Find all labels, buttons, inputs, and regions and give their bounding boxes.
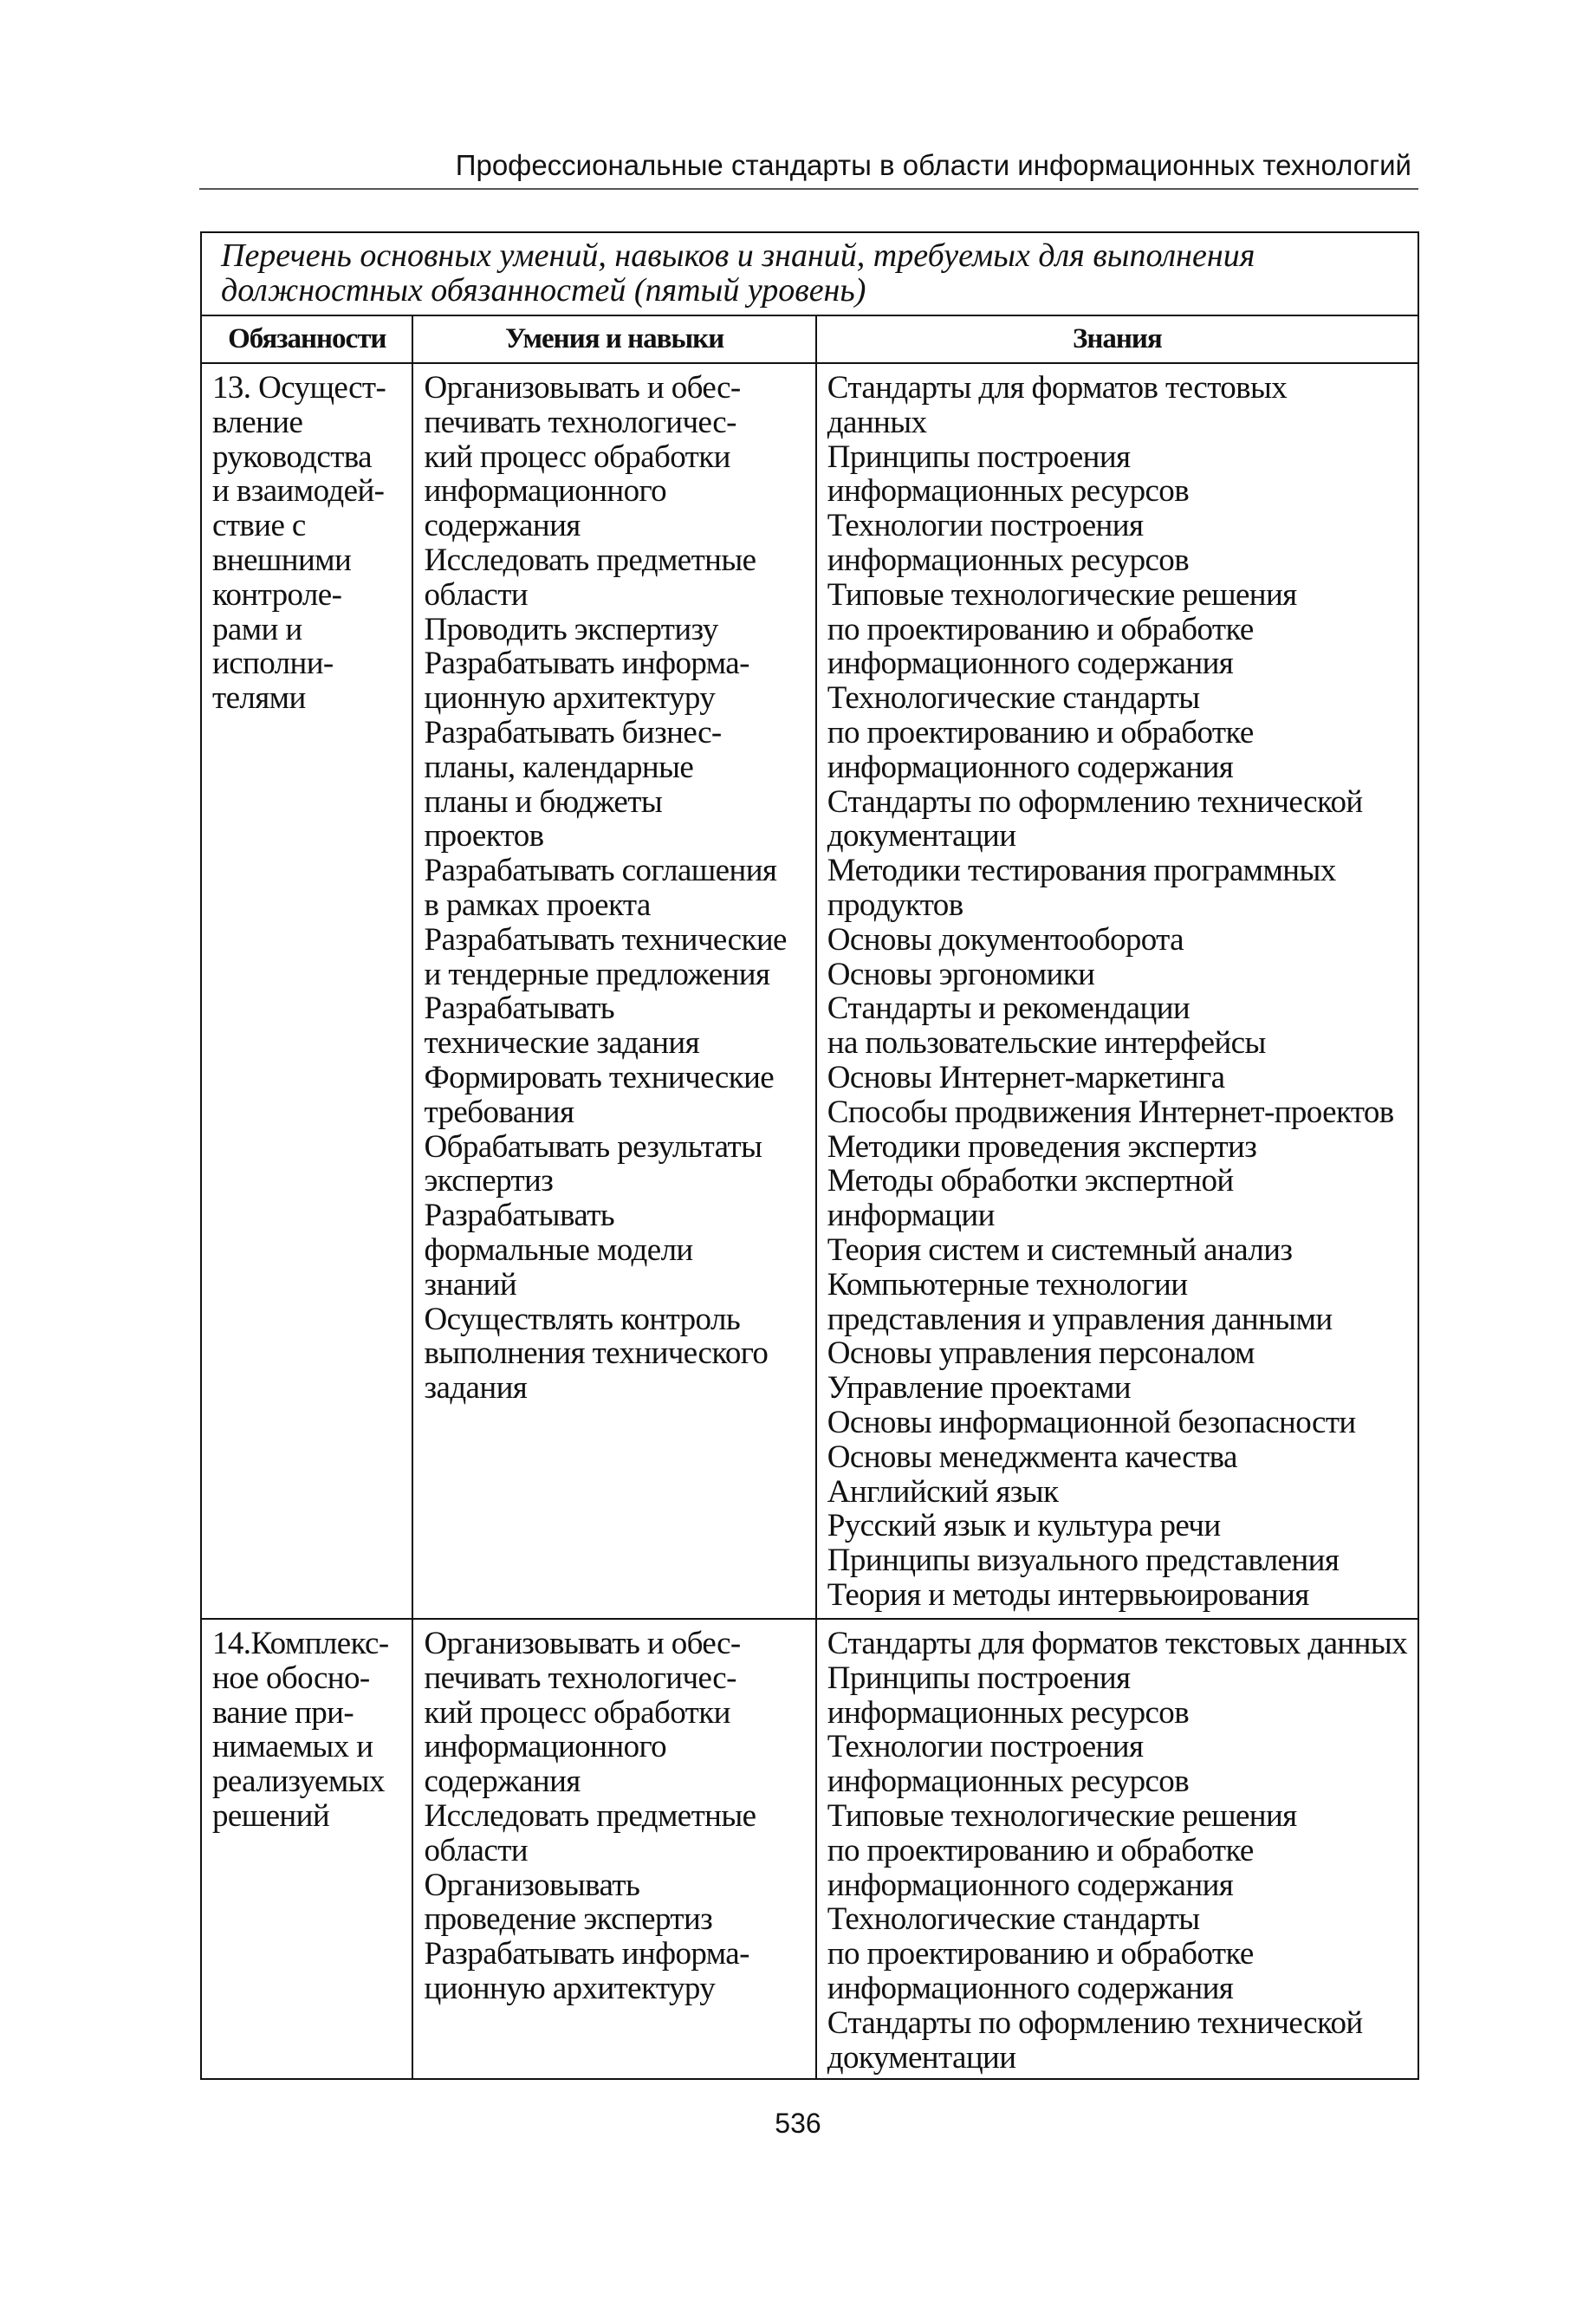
table-title-line: Перечень основных умений, навыков и знаний, требуемых для выполнения (221, 237, 1255, 274)
cell-line: Технологии построения (827, 508, 1144, 544)
cell-line: Формировать технические (424, 1059, 775, 1095)
cell-line: информационного (424, 1729, 667, 1765)
cell-line: Разрабатывать информа- (424, 1936, 749, 1972)
cell-line: и тендерные предложения (424, 956, 770, 992)
skills-cell (412, 363, 815, 1619)
cell-line: Исследовать предметные (424, 1797, 756, 1834)
cell-line: представления и управления данными (827, 1301, 1333, 1337)
cell-line: документации (827, 2039, 1016, 2076)
cell-line: проектов (424, 818, 544, 854)
cell-line: Технологии построения (827, 1729, 1144, 1765)
skills-cell (412, 1619, 815, 2079)
cell-line: Обрабатывать результаты (424, 1128, 762, 1165)
cell-line: технические задания (424, 1025, 700, 1062)
table-row (201, 1619, 1418, 2079)
cell-line: информационных ресурсов (827, 542, 1190, 578)
cell-line: выполнения технического (424, 1335, 769, 1372)
cell-line: Технологические стандарты (827, 1901, 1200, 1938)
duty-cell (201, 1619, 412, 2079)
cell-line: Организовывать (424, 1867, 640, 1903)
cell-line: по проектированию и обработке (827, 1832, 1254, 1868)
cell-line: руководства (212, 439, 372, 475)
cell-line: Разрабатывать технические (424, 921, 787, 958)
cell-line: Русский язык и культура речи (827, 1508, 1221, 1544)
cell-line: информационного содержания (827, 1970, 1234, 2006)
cell-line: информационного содержания (827, 749, 1234, 785)
cell-line: Теория систем и системный анализ (827, 1231, 1293, 1268)
cell-line: Основы документооборота (827, 921, 1184, 958)
cell-line: Разрабатывать (424, 1198, 615, 1234)
cell-line: информационного содержания (827, 1867, 1234, 1903)
cell-line: информационного (424, 473, 667, 510)
cell-line: внешними (212, 542, 352, 578)
cell-line: Разрабатывать (424, 991, 615, 1027)
column-header-duties: Обязанности (201, 315, 412, 363)
cell-line: Управление проектами (827, 1370, 1132, 1407)
cell-line: Основы управления персоналом (827, 1335, 1255, 1372)
cell-line: Разрабатывать соглашения (424, 853, 777, 889)
cell-line: требования (424, 1094, 574, 1130)
cell-line: Осуществлять контроль (424, 1301, 741, 1337)
cell-line: по проектированию и обработке (827, 1936, 1254, 1972)
cell-line: ное обосно- (212, 1660, 370, 1696)
cell-line: Принципы построения (827, 439, 1131, 475)
cell-line: 14.Комплекс- (212, 1626, 389, 1661)
cell-line: по проектированию и обработке (827, 714, 1254, 750)
cell-line: Разрабатывать бизнес- (424, 714, 722, 750)
cell-line: информационных ресурсов (827, 473, 1190, 510)
cell-line: Стандарты по оформлению технической (827, 783, 1363, 820)
cell-line: Теория и методы интервьюирования (827, 1576, 1309, 1613)
cell-line: формальные модели (424, 1231, 693, 1268)
cell-line: Стандарты для форматов текстовых данных (827, 1626, 1407, 1661)
cell-line: и взаимодей- (212, 473, 385, 510)
cell-line: Разрабатывать информа- (424, 646, 749, 682)
cell-line: знаний (424, 1266, 517, 1303)
cell-line: Организовывать и обес- (424, 370, 741, 406)
skills-table (200, 231, 1419, 2080)
cell-line: печивать технологичес- (424, 404, 736, 440)
cell-line: рами и (212, 611, 302, 647)
cell-line: планы и бюджеты (424, 783, 663, 820)
cell-line: Принципы построения (827, 1660, 1131, 1696)
cell-line: Основы Интернет-маркетинга (827, 1059, 1225, 1095)
table-title (201, 232, 1418, 315)
cell-line: Принципы визуального представления (827, 1543, 1340, 1579)
cell-line: телями (212, 680, 306, 717)
cell-line: Стандарты для форматов тестовых (827, 370, 1288, 406)
cell-line: Способы продвижения Интернет-проектов (827, 1094, 1394, 1130)
cell-line: Компьютерные технологии (827, 1266, 1188, 1303)
cell-line: решений (212, 1797, 330, 1834)
running-head: Профессиональные стандарты в области информационных технологий (455, 149, 1411, 181)
cell-line: на пользовательские интерфейсы (827, 1025, 1266, 1062)
cell-line: информационных ресурсов (827, 1764, 1190, 1800)
cell-line: Методики тестирования программных (827, 853, 1336, 889)
cell-line: информационных ресурсов (827, 1694, 1190, 1731)
cell-line: информационного содержания (827, 646, 1234, 682)
cell-line: нимаемых и (212, 1729, 373, 1765)
cell-line: в рамках проекта (424, 887, 651, 923)
cell-line: содержания (424, 1764, 581, 1800)
cell-line: печивать технологичес- (424, 1660, 736, 1696)
cell-line: реализуемых (212, 1764, 385, 1800)
page-number: 536 (775, 2108, 821, 2139)
cell-line: Типовые технологические решения (827, 1797, 1297, 1834)
cell-line: Английский язык (827, 1473, 1059, 1510)
cell-line: Организовывать и обес- (424, 1626, 741, 1661)
cell-line: кий процесс обработки (424, 1694, 730, 1731)
cell-line: экспертиз (424, 1163, 554, 1199)
cell-line: Технологические стандарты (827, 680, 1200, 717)
duty-cell (201, 363, 412, 1619)
cell-line: Методики проведения экспертиз (827, 1128, 1257, 1165)
cell-line: области (424, 1832, 528, 1868)
cell-line: кий процесс обработки (424, 439, 730, 475)
cell-line: Стандарты и рекомендации (827, 991, 1191, 1027)
cell-line: информации (827, 1198, 995, 1234)
cell-line: содержания (424, 508, 581, 544)
cell-line: Стандарты по оформлению технической (827, 2004, 1363, 2041)
knowledge-cell (816, 363, 1418, 1619)
cell-line: ционную архитектуру (424, 1970, 716, 2006)
cell-line: вание при- (212, 1694, 354, 1731)
cell-line: данных (827, 404, 927, 440)
table-row (201, 363, 1418, 1619)
column-header-knowledge: Знания (816, 315, 1418, 363)
cell-line: области (424, 576, 528, 613)
cell-line: задания (424, 1370, 528, 1407)
cell-line: Основы менеджмента качества (827, 1439, 1237, 1475)
knowledge-cell (816, 1619, 1418, 2079)
cell-line: продуктов (827, 887, 963, 923)
column-header-skills: Умения и навыки (412, 315, 815, 363)
cell-line: по проектированию и обработке (827, 611, 1254, 647)
cell-line: вление (212, 404, 303, 440)
cell-line: Типовые технологические решения (827, 576, 1297, 613)
table-title-line: должностных обязанностей (пятый уровень) (221, 272, 866, 309)
cell-line: исполни- (212, 646, 334, 682)
cell-line: Основы эргономики (827, 956, 1095, 992)
cell-line: ствие с (212, 508, 306, 544)
cell-line: Методы обработки экспертной (827, 1163, 1234, 1199)
header-rule (199, 188, 1418, 190)
cell-line: Проводить экспертизу (424, 611, 718, 647)
cell-line: ционную архитектуру (424, 680, 716, 717)
cell-line: 13. Осущест- (212, 370, 386, 406)
cell-line: планы, календарные (424, 749, 694, 785)
cell-line: проведение экспертиз (424, 1901, 713, 1938)
cell-line: Основы информационной безопасности (827, 1404, 1356, 1440)
cell-line: документации (827, 818, 1016, 854)
cell-line: контроле- (212, 576, 342, 613)
cell-line: Исследовать предметные (424, 542, 756, 578)
